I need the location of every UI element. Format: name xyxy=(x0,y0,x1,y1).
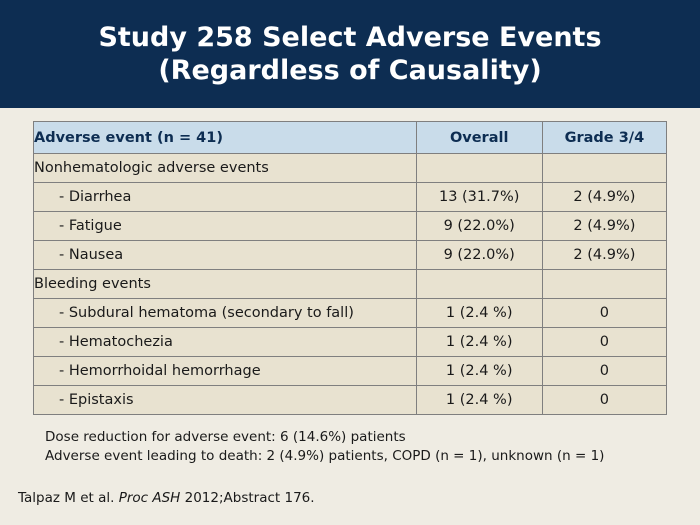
citation xyxy=(18,490,315,506)
section-heading-bleeding-grade xyxy=(542,270,666,299)
adverse-events-table xyxy=(33,121,667,415)
row-grade-diarrhea: 2 (4.9%) xyxy=(542,183,666,212)
row-overall-hematochezia: 1 (2.4 %) xyxy=(416,328,542,357)
column-header-grade: Grade 3/4 xyxy=(542,122,666,154)
row-label-epistaxis: - Epistaxis xyxy=(34,386,417,415)
row-grade-subdural-hematoma: 0 xyxy=(542,299,666,328)
row-overall-fatigue: 9 (22.0%) xyxy=(416,212,542,241)
section-heading-bleeding-overall xyxy=(416,270,542,299)
citation-source: Proc ASH xyxy=(118,490,181,506)
footnote-dose-reduction: Dose reduction for adverse event: 6 (14.6%) patients xyxy=(45,429,406,445)
section-heading-nonhematologic: Nonhematologic adverse events xyxy=(34,154,417,183)
row-label-hematochezia: - Hematochezia xyxy=(34,328,417,357)
row-overall-nausea: 9 (22.0%) xyxy=(416,241,542,270)
table-row xyxy=(34,328,667,357)
row-label-fatigue: - Fatigue xyxy=(34,212,417,241)
table-row xyxy=(34,270,667,299)
slide-title-line-2: (Regardless of Causality) xyxy=(158,55,542,86)
row-overall-hemorrhoidal-hemorrhage: 1 (2.4 %) xyxy=(416,357,542,386)
citation-authors: Talpaz M et al. xyxy=(18,490,119,506)
citation-rest: 2012;Abstract 176. xyxy=(180,490,315,506)
column-header-overall: Overall xyxy=(416,122,542,154)
column-header-event: Adverse event (n = 41) xyxy=(34,122,417,154)
table-row xyxy=(34,299,667,328)
row-grade-hemorrhoidal-hemorrhage: 0 xyxy=(542,357,666,386)
section-heading-nonhematologic-grade xyxy=(542,154,666,183)
table-row xyxy=(34,357,667,386)
row-label-nausea: - Nausea xyxy=(34,241,417,270)
row-label-hemorrhoidal-hemorrhage: - Hemorrhoidal hemorrhage xyxy=(34,357,417,386)
title-banner xyxy=(0,0,700,108)
section-heading-bleeding: Bleeding events xyxy=(34,270,417,299)
table-row xyxy=(34,183,667,212)
adverse-events-table-wrapper xyxy=(33,121,667,415)
row-grade-fatigue: 2 (4.9%) xyxy=(542,212,666,241)
footnotes xyxy=(45,428,665,466)
footnote-death: Adverse event leading to death: 2 (4.9%) patients, COPD (n = 1), unknown (n = 1) xyxy=(45,448,605,464)
row-overall-subdural-hematoma: 1 (2.4 %) xyxy=(416,299,542,328)
table-row xyxy=(34,212,667,241)
row-overall-diarrhea: 13 (31.7%) xyxy=(416,183,542,212)
row-label-subdural-hematoma: - Subdural hematoma (secondary to fall) xyxy=(34,299,417,328)
slide-title-line-1: Study 258 Select Adverse Events xyxy=(98,22,602,53)
row-label-diarrhea: - Diarrhea xyxy=(34,183,417,212)
table-row xyxy=(34,241,667,270)
table-header-row xyxy=(34,122,667,154)
row-grade-nausea: 2 (4.9%) xyxy=(542,241,666,270)
section-heading-nonhematologic-overall xyxy=(416,154,542,183)
row-grade-epistaxis: 0 xyxy=(542,386,666,415)
table-row xyxy=(34,386,667,415)
row-grade-hematochezia: 0 xyxy=(542,328,666,357)
row-overall-epistaxis: 1 (2.4 %) xyxy=(416,386,542,415)
table-row xyxy=(34,154,667,183)
